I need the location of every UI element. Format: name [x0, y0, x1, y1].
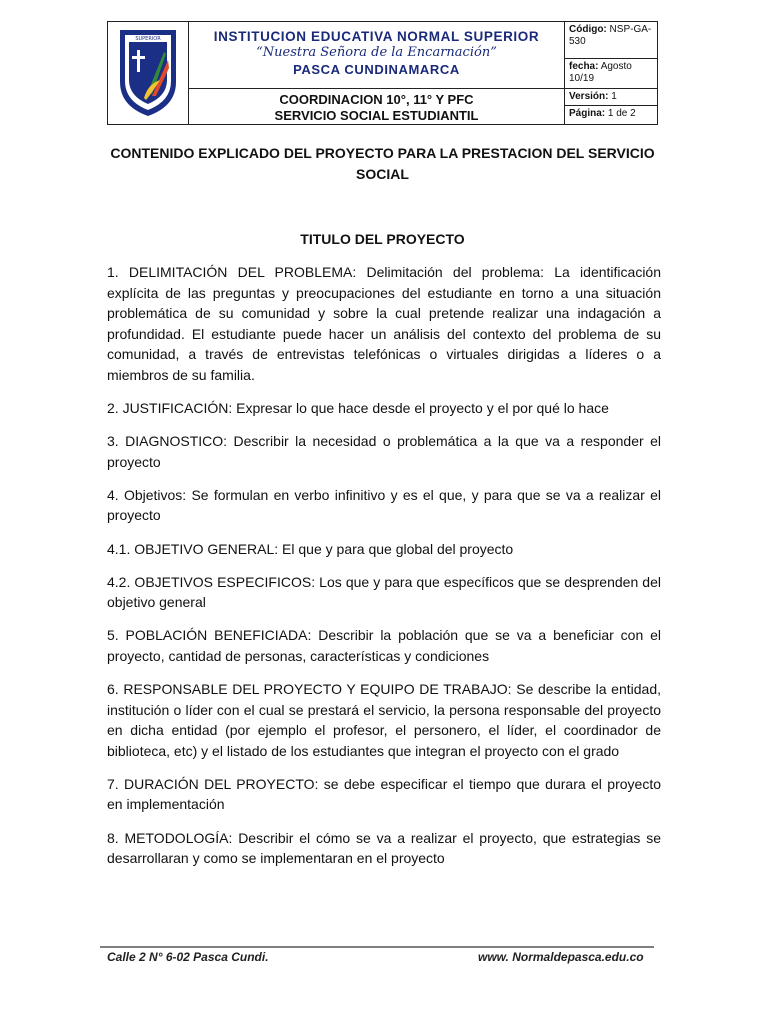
institution-place: PASCA CUNDINAMARCA [293, 62, 460, 77]
institution-motto: “Nuestra Señora de la Encarnación” [256, 45, 497, 60]
header-table [107, 21, 658, 125]
section-paragraph: 1. DELIMITACIÓN DEL PROBLEMA: Delimitación del problema: La identificación explícita de las preguntas y preocupaciones del estudiante en torno a una situación problemática de su comunidad y sobre la cual pretende realizar una indagación a profundidad. El estudiante puede hacer un análisis del contexto del problema de su comunidad, a través de entrevistas telefónicas o virtuales dirigidas a líderes o a miembros de su familia. [107, 264, 661, 383]
section-paragraph: 5. POBLACIÓN BENEFICIADA: Describir la población que se va a beneficiar con el proyecto, cantidad de personas, características y condiciones [107, 627, 661, 664]
page-cell [565, 106, 657, 124]
school-shield-logo [108, 22, 188, 122]
footer-website: www. Normaldepasca.edu.co [478, 950, 644, 964]
code-label: Código: [569, 24, 607, 35]
page-value: 1 de 2 [607, 108, 636, 119]
logo-cell [108, 22, 189, 124]
footer-divider [100, 946, 654, 948]
date-cell [565, 59, 657, 89]
coordination-cell [189, 89, 565, 124]
service-label: SERVICIO SOCIAL ESTUDIANTIL [274, 108, 479, 123]
code-cell [565, 22, 657, 59]
section-paragraph: 4.2. OBJETIVOS ESPECIFICOS: Los que y para que específicos que se desprenden del objetivo general [107, 573, 661, 611]
date-label: fecha: [569, 61, 599, 72]
coordination-label: COORDINACION 10°, 11° Y PFC [279, 92, 474, 107]
institution-title-cell [189, 22, 565, 89]
version-cell [565, 89, 657, 106]
date-value: Agosto 10/19 [569, 61, 632, 84]
section-paragraph: 4. Objetivos: Se formulan en verbo infinitivo y es el que, y para que se va a realizar el proyecto [107, 486, 661, 524]
code-value: NSP-GA-530 [569, 24, 652, 47]
section-paragraph: 8. METODOLOGÍA: Describir el cómo se va a realizar el proyecto, que estrategias se desarrollaran y como se implementaran en el proyecto [107, 829, 661, 867]
document-title: CONTENIDO EXPLICADO DEL PROYECTO PARA LA PRESTACION DEL SERVICIO SOCIAL [110, 145, 655, 182]
section-paragraph: 7. DURACIÓN DEL PROYECTO: se debe especificar el tiempo que durara el proyecto en implementación [107, 775, 661, 813]
version-value: 1 [611, 91, 617, 102]
logo-text: SUPERIOR [135, 36, 161, 42]
section-paragraph: 2. JUSTIFICACIÓN: Expresar lo que hace desde el proyecto y el por qué lo hace [107, 400, 609, 417]
project-title: TITULO DEL PROYECTO [300, 231, 465, 247]
section-paragraph: 4.1. OBJETIVO GENERAL: El que y para que global del proyecto [107, 540, 514, 557]
section-paragraph: 6. RESPONSABLE DEL PROYECTO Y EQUIPO DE TRABAJO: Se describe la entidad, institución o líder con el cual se prestará el servicio, la persona responsable del proyecto en dicha entidad (por ejemplo el profesor, el personero, el líder, el coordinador de biblioteca, etc) y el listado de los estudiantes que integran el proyecto con el grado [107, 681, 661, 759]
page-label: Página: [569, 108, 606, 119]
institution-name: INSTITUCION EDUCATIVA NORMAL SUPERIOR [213, 29, 540, 44]
footer-address: Calle 2 N° 6-02 Pasca Cundi. [107, 950, 269, 964]
document-body [107, 262, 661, 881]
version-label: Versión: [569, 91, 609, 102]
section-paragraph: 3. DIAGNOSTICO: Describir la necesidad o problemática a la que va a responder el proyecto [107, 433, 661, 470]
